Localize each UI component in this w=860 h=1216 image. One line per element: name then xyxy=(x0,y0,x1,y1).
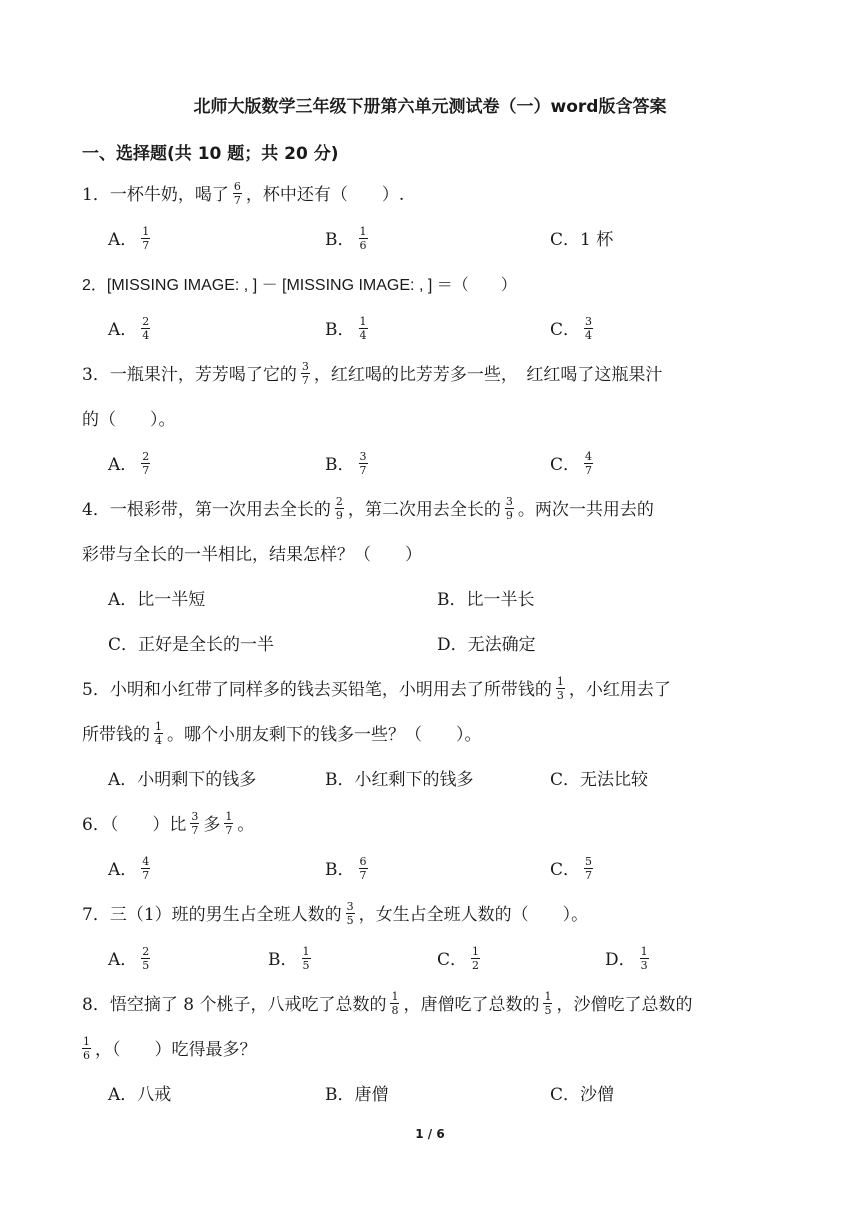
fraction: $\frac{1}{3}$ xyxy=(640,945,648,972)
fraction: $\frac{1}{5}$ xyxy=(302,945,310,972)
option-a[interactable]: A． $\frac{4}{7}$ xyxy=(108,855,150,882)
option-a[interactable]: A． $\frac{2}{4}$ xyxy=(108,315,150,342)
option-a[interactable]: A． $\frac{1}{7}$ xyxy=(108,225,150,252)
option-c[interactable]: C． $\frac{4}{7}$ xyxy=(550,450,593,477)
fraction: $\frac{5}{7}$ xyxy=(585,855,593,882)
fraction: $\frac{1}{8}$ xyxy=(391,990,399,1017)
option-b[interactable]: B． $\frac{1}{5}$ xyxy=(268,945,310,972)
fraction: $\frac{3}{7}$ xyxy=(301,360,309,387)
fraction: $\frac{3}{5}$ xyxy=(346,900,354,927)
section-heading: 一、选择题(共 10 题；共 20 分) xyxy=(82,144,339,164)
question-text: ，杯中还有（ ）. xyxy=(245,185,405,205)
fraction: $\frac{6}{7}$ xyxy=(233,180,241,207)
fraction: $\frac{1}{4}$ xyxy=(359,315,367,342)
option-b[interactable]: B． $\frac{1}{6}$ xyxy=(325,225,367,252)
question-5: 5．小明和小红带了同样多的钱去买铅笔，小明用去了所带钱的 $\frac{1}{3}$ ，小红用去了 xyxy=(82,675,671,702)
question-4-line-2: 彩带与全长的一半相比，结果怎样？（ ） xyxy=(82,545,422,565)
fraction: $\frac{3}{7}$ xyxy=(191,810,199,837)
option-c[interactable]: C．沙僧 xyxy=(550,1085,615,1105)
page-number: 1 / 6 xyxy=(415,1127,445,1141)
option-c[interactable]: C． $\frac{5}{7}$ xyxy=(550,855,593,882)
option-c[interactable]: C． $\frac{3}{4}$ xyxy=(550,315,593,342)
fraction: $\frac{2}{7}$ xyxy=(142,450,150,477)
question-8-line-2: $\frac{1}{6}$ ，（ ）吃得最多？ xyxy=(83,1035,257,1062)
question-3: 3．一瓶果汁，芳芳喝了它的 $\frac{3}{7}$ ，红红喝的比芳芳多一些， 红红喝了这瓶果汁 xyxy=(82,360,663,387)
fraction: $\frac{1}{7}$ xyxy=(225,810,233,837)
option-d[interactable]: D．无法确定 xyxy=(437,635,536,655)
document-title: 北师大版数学三年级下册第六单元测试卷（一）word版含答案 xyxy=(193,97,667,117)
fraction: $\frac{2}{4}$ xyxy=(142,315,150,342)
fraction: $\frac{6}{7}$ xyxy=(359,855,367,882)
option-a[interactable]: A．比一半短 xyxy=(108,590,206,610)
option-a[interactable]: A．小明剩下的钱多 xyxy=(108,770,257,790)
fraction: $\frac{4}{7}$ xyxy=(142,855,150,882)
question-text: 1．一杯牛奶，喝了 xyxy=(82,185,229,205)
option-b[interactable]: B．小红剩下的钱多 xyxy=(325,770,474,790)
fraction: $\frac{1}{2}$ xyxy=(472,945,480,972)
option-b[interactable]: B．比一半长 xyxy=(437,590,535,610)
fraction: $\frac{4}{7}$ xyxy=(585,450,593,477)
fraction: $\frac{3}{7}$ xyxy=(359,450,367,477)
question-2 xyxy=(82,273,517,298)
fraction: $\frac{2}{9}$ xyxy=(335,495,343,522)
option-c[interactable]: C．1 杯 xyxy=(550,230,614,250)
question-text: 2．[MISSING IMAGE: , ] － [MISSING IMAGE: , ] ＝（ ） xyxy=(82,277,517,294)
option-a[interactable]: A． $\frac{2}{5}$ xyxy=(108,945,150,972)
question-6: 6．（ ）比 $\frac{3}{7}$ 多 $\frac{1}{7}$ 。 xyxy=(82,810,255,837)
fraction: $\frac{2}{5}$ xyxy=(142,945,150,972)
question-4: 4．一根彩带，第一次用去全长的 $\frac{2}{9}$ ，第二次用去全长的 $\frac{3}{9}$ 。两次一共用去的 xyxy=(82,495,654,522)
fraction: $\frac{1}{6}$ xyxy=(359,225,367,252)
option-d[interactable]: D． $\frac{1}{3}$ xyxy=(605,945,648,972)
question-1 xyxy=(82,180,405,208)
fraction: $\frac{1}{5}$ xyxy=(544,990,552,1017)
option-c[interactable]: C．正好是全长的一半 xyxy=(108,635,275,655)
fraction: $\frac{3}{9}$ xyxy=(505,495,513,522)
question-7: 7．三（1）班的男生占全班人数的 $\frac{3}{5}$ ，女生占全班人数的（ ）。 xyxy=(82,900,589,927)
fraction: $\frac{1}{7}$ xyxy=(142,225,150,252)
fraction: $\frac{1}{6}$ xyxy=(83,1035,90,1062)
fraction: $\frac{1}{3}$ xyxy=(556,675,564,702)
option-b[interactable]: B． $\frac{3}{7}$ xyxy=(325,450,367,477)
question-8: 8．悟空摘了 8 个桃子，八戒吃了总数的 $\frac{1}{8}$ ，唐僧吃了总数的 $\frac{1}{5}$ ，沙僧吃了总数的 xyxy=(82,990,693,1017)
option-a[interactable]: A． $\frac{2}{7}$ xyxy=(108,450,150,477)
option-c[interactable]: C．无法比较 xyxy=(550,770,649,790)
fraction: $\frac{3}{4}$ xyxy=(585,315,593,342)
option-a[interactable]: A．八戒 xyxy=(108,1085,172,1105)
option-b[interactable]: B．唐僧 xyxy=(325,1085,389,1105)
option-c[interactable]: C． $\frac{1}{2}$ xyxy=(437,945,480,972)
option-b[interactable]: B． $\frac{6}{7}$ xyxy=(325,855,367,882)
question-3-line-2: 的（ ）。 xyxy=(82,410,176,430)
question-5-line-2: 所带钱的 $\frac{1}{4}$ 。哪个小朋友剩下的钱多一些？（ ）。 xyxy=(82,720,482,747)
fraction: $\frac{1}{4}$ xyxy=(155,720,162,747)
option-b[interactable]: B． $\frac{1}{4}$ xyxy=(325,315,367,342)
